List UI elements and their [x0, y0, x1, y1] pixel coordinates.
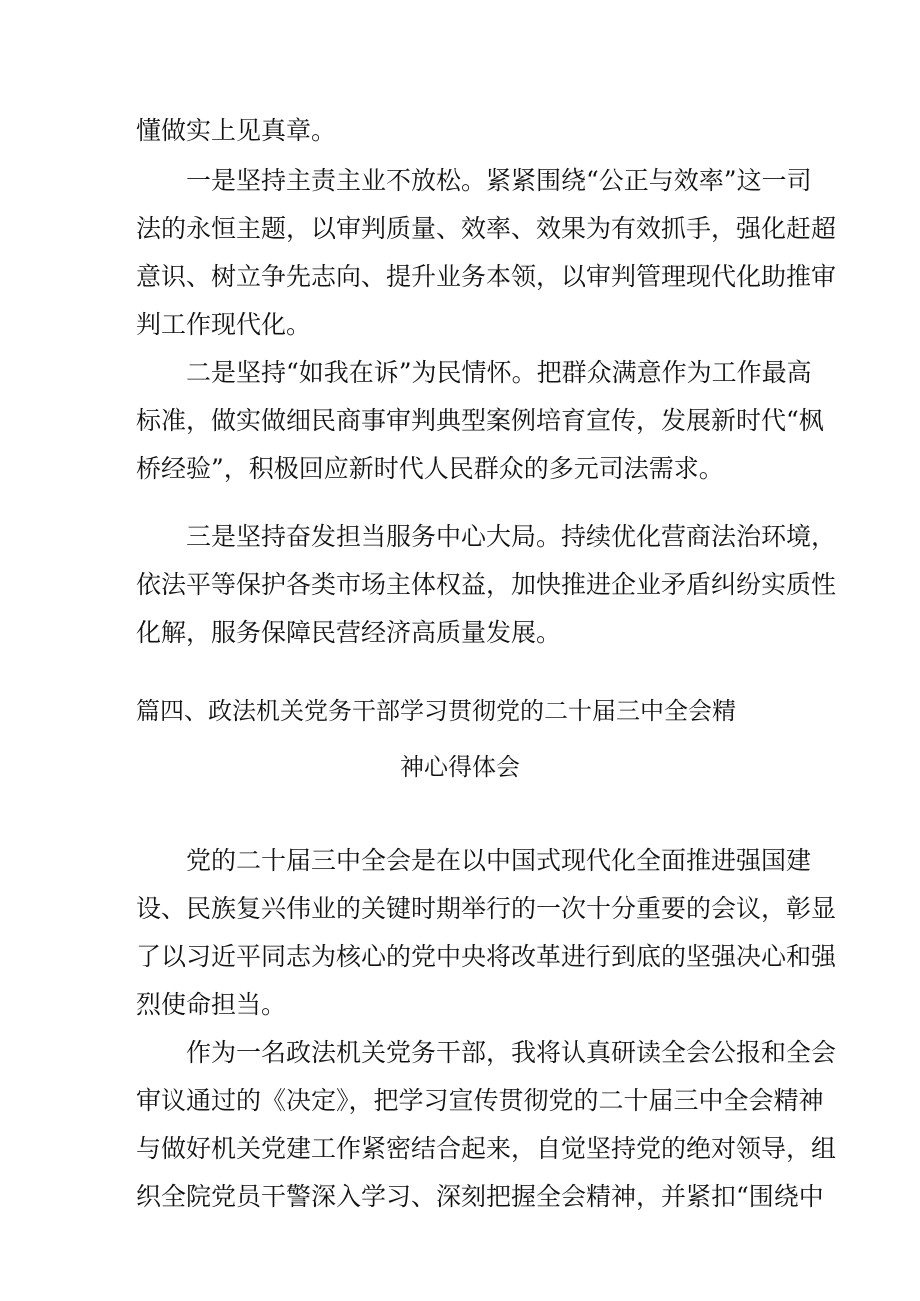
- paragraph-line: 三是坚持奋发担当服务中心大局。持续优化营商法治环境，: [186, 522, 837, 551]
- paragraph-line: 设、民族复兴伟业的关键时期举行的一次十分重要的会议，彰显: [136, 894, 837, 923]
- paragraph-line: 判工作现代化。: [136, 310, 312, 339]
- paragraph-line: 标准，做实做细民商事审判典型案例培育宣传，发展新时代“枫: [136, 406, 824, 435]
- paragraph-line: 懂做实上见真章。: [136, 116, 337, 145]
- section-title-continued: 神心得体会: [400, 753, 520, 781]
- paragraph-line: 二是坚持“如我在诉”为民情怀。把群众满意作为工作最高: [186, 358, 812, 387]
- paragraph-line: 烈使命担当。: [136, 990, 287, 1019]
- paragraph-line: 一是坚持主责主业不放松。紧紧围绕“公正与效率”这一司: [186, 166, 812, 195]
- section-title: 篇四、政法机关党务干部学习贯彻党的二十届三中全会精: [136, 697, 736, 725]
- paragraph-line: 审议通过的《决定》，把学习宣传贯彻党的二十届三中全会精神: [136, 1086, 824, 1115]
- paragraph-line: 党的二十届三中全会是在以中国式现代化全面推进强国建: [186, 846, 812, 875]
- paragraph-line: 了以习近平同志为核心的党中央将改革进行到底的坚强决心和强: [136, 942, 837, 971]
- paragraph-line: 意识、树立争先志向、提升业务本领，以审判管理现代化助推审: [136, 262, 837, 291]
- paragraph-line: 桥经验”，积极回应新时代人民群众的多元司法需求。: [136, 454, 724, 483]
- paragraph-line: 与做好机关党建工作紧密结合起来，自觉坚持党的绝对领导，组: [136, 1134, 837, 1163]
- paragraph-line: 依法平等保护各类市场主体权益，加快推进企业矛盾纠纷实质性: [136, 570, 837, 599]
- paragraph-line: 织全院党员干警深入学习、深刻把握全会精神，并紧扣“围绕中: [136, 1182, 824, 1211]
- paragraph-line: 作为一名政法机关党务干部，我将认真研读全会公报和全会: [186, 1038, 837, 1067]
- paragraph-line: 化解，服务保障民营经济高质量发展。: [136, 618, 562, 647]
- paragraph-line: 法的永恒主题，以审判质量、效率、效果为有效抓手，强化赶超: [136, 214, 837, 243]
